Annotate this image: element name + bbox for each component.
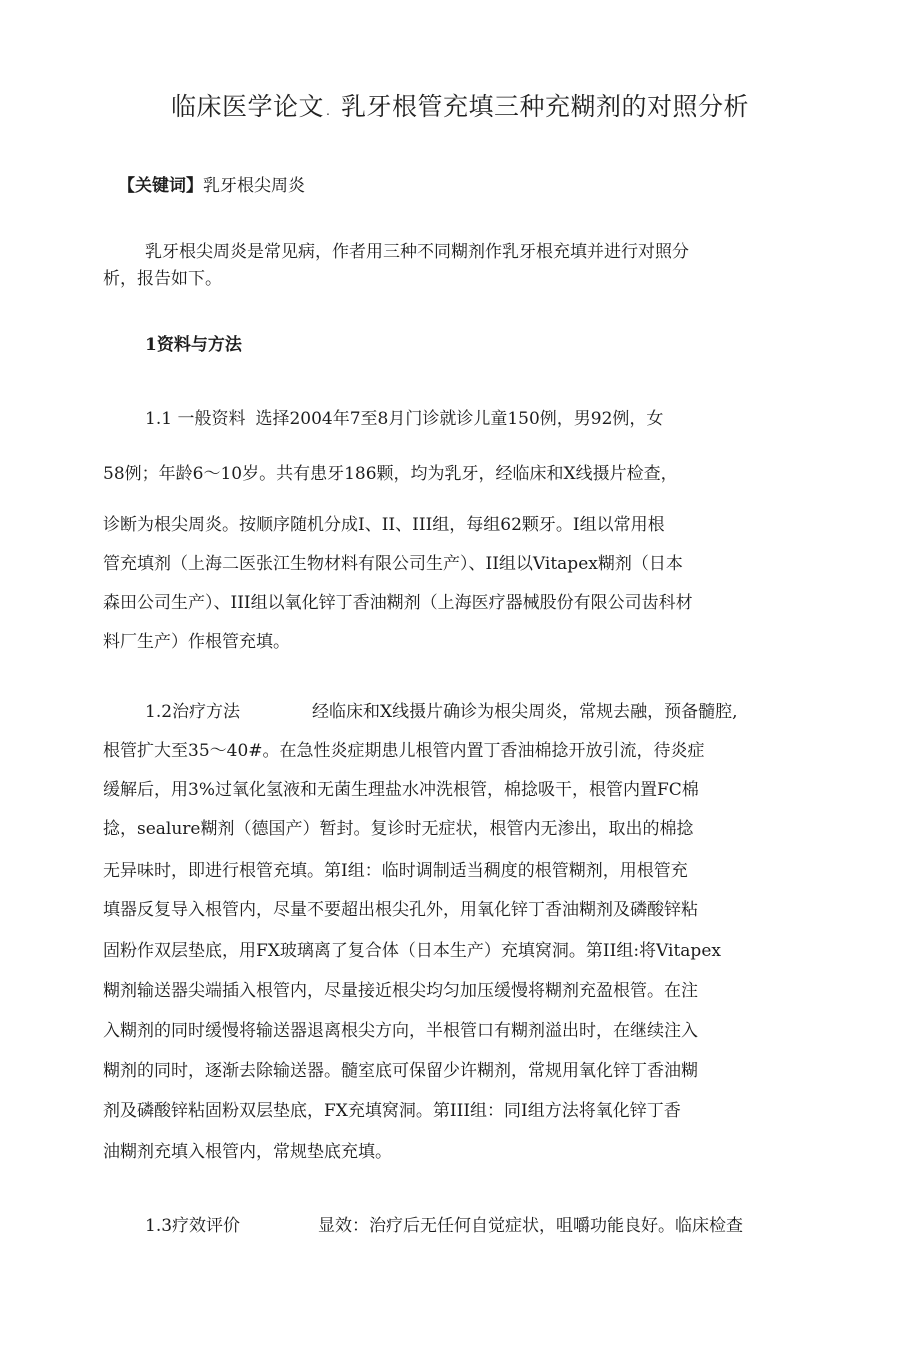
keywords-value: 乳牙根尖周炎 [203, 176, 305, 196]
section-1-1-text: 选择2004年7至8月门诊就诊儿童150例，男92例，女 [255, 409, 664, 429]
section-1-1-line-4: 管充填剂（上海二医张江生物材料有限公司生产）、II组以Vitapex糊剂（日本 [103, 554, 683, 574]
keywords-line [118, 175, 305, 197]
section-1-2-line-9: 入糊剂的同时缓慢将输送器退离根尖方向，半根管口有糊剂溢出时，在继续注入 [103, 1021, 698, 1041]
section-1-2-line-5: 无异味时，即进行根管充填。第I组：临时调制适当稠度的根管糊剂，用根管充 [103, 861, 688, 881]
section-1-2-label: 1.2治疗方法 [145, 702, 241, 722]
section-1-2-text: 经临床和X线摄片确诊为根尖周炎，常规去融，预备髓腔, [312, 702, 738, 722]
section-1-1-label: 1.1 一般资料 [145, 409, 246, 429]
section-1-1-line-6: 料厂生产）作根管充填。 [103, 632, 290, 652]
section-1-2-line-11: 剂及磷酸锌粘固粉双层垫底，FX充填窝洞。第III组：同I组方法将氧化锌丁香 [103, 1101, 681, 1121]
section-1-1-line-2: 58例；年龄6～10岁。共有患牙186颗，均为乳牙，经临床和X线摄片检查， [103, 464, 678, 484]
keywords-label: 【关键词】 [118, 176, 203, 196]
section-1-2-line-6: 填器反复导入根管内，尽量不要超出根尖孔外，用氧化锌丁香油糊剂及磷酸锌粘 [103, 900, 698, 920]
section-1-2-line-7: 固粉作双层垫底，用FX玻璃离了复合体（日本生产）充填窝洞。第II组:将Vitapex [103, 941, 721, 961]
section-1-2-line-3: 缓解后，用3%过氧化氢液和无菌生理盐水冲洗根管，棉捻吸干，根管内置FC棉 [103, 780, 699, 800]
section-1-1-line-5: 森田公司生产）、III组以氧化锌丁香油糊剂（上海医疗器械股份有限公司齿科材 [103, 593, 693, 613]
section-1-2-line-12: 油糊剂充填入根管内，常规垫底充填。 [103, 1142, 392, 1162]
section-1-2-line-4: 捻，sealure糊剂（德国产）暂封。复诊时无症状，根管内无渗出，取出的棉捻 [103, 819, 694, 839]
section-1-1-line-3: 诊断为根尖周炎。按顺序随机分成I、II、III组，每组62颗牙。I组以常用根 [103, 515, 665, 535]
document-title: 临床医学论文. 乳牙根管充填三种充糊剂的对照分析 [171, 92, 749, 121]
section-1-1-line-1 [145, 408, 663, 430]
section-1-2-line-1 [145, 701, 738, 723]
section-1-2-line-8: 糊剂输送器尖端插入根管内，尽量接近根尖均匀加压缓慢将糊剂充盈根管。在注 [103, 981, 698, 1001]
intro-line-2: 析，报告如下。 [103, 269, 222, 289]
section-1-2-line-10: 糊剂的同时，逐渐去除输送器。髓室底可保留少许糊剂，常规用氧化锌丁香油糊 [103, 1061, 698, 1081]
section-1-heading: 1资料与方法 [145, 335, 242, 355]
section-1-2-line-2: 根管扩大至35～40#。在急性炎症期患儿根管内置丁香油棉捻开放引流，待炎症 [103, 741, 705, 761]
section-1-3-label: 1.3疗效评价 [145, 1216, 241, 1236]
intro-line-1: 乳牙根尖周炎是常见病，作者用三种不同糊剂作乳牙根充填并进行对照分 [145, 242, 689, 262]
section-1-3-text: 显效：治疗后无任何自觉症状，咀嚼功能良好。临床检查 [318, 1216, 744, 1236]
section-1-3-line-1 [145, 1215, 743, 1237]
